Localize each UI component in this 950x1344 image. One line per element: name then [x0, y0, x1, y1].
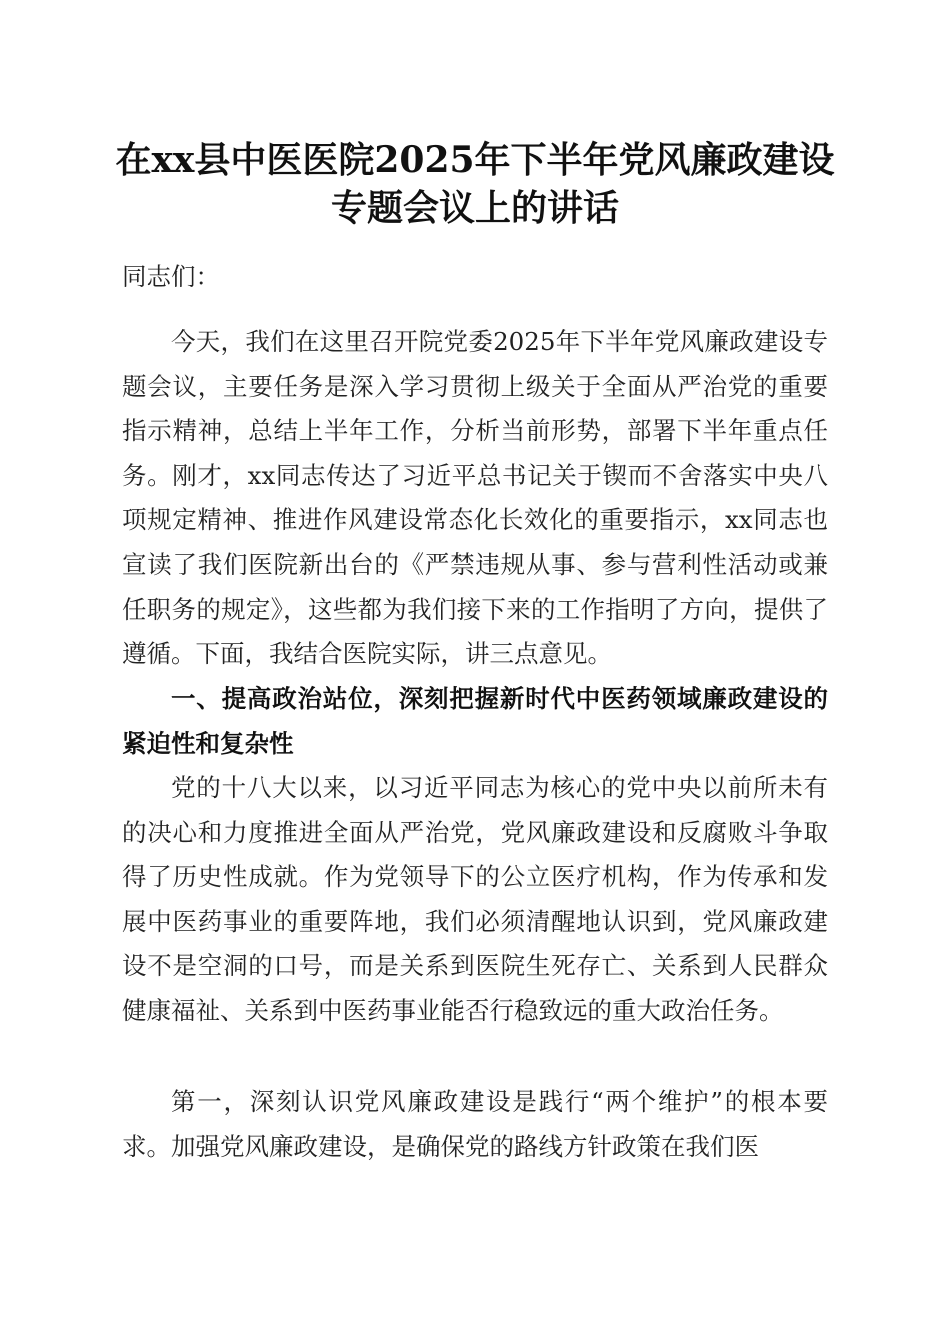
document-title-line-2: 专题会议上的讲话 — [330, 187, 619, 229]
paragraph-section-1: 党的十八大以来，以习近平同志为核心的党中央以前所未有的决心和力度推进全面从严治党，党风廉政建设和反腐败斗争取得了历史性成就。作为党领导下的公立医疗机构，作为传承和发展中医药事业的重要阵地，我们必须清醒地认识到，党风廉政建设不是空洞的口号，而是关系到医院生死存亡、关系到人民群众健康福祉、关系到中医药事业能否行稳致远的重大政治任务。 — [122, 773, 828, 1025]
section-heading-1: 一、提高政治站位，深刻把握新时代中医药领域廉政建设的紧迫性和复杂性 — [122, 684, 828, 758]
greeting: 同志们： — [122, 262, 220, 291]
paragraph-first-point: 第一，深刻认识党风廉政建设是践行“两个维护”的根本要求。加强党风廉政建设，是确保党的路线方针政策在我们医 — [122, 1087, 828, 1161]
paragraph-intro: 今天，我们在这里召开院党委2025年下半年党风廉政建设专题会议，主要任务是深入学习贯彻上级关于全面从严治党的重要指示精神，总结上半年工作，分析当前形势，部署下半年重点任务。刚才，xx同志传达了习近平总书记关于锲而不舍落实中央八项规定精神、推进作风建设常态化长效化的重要指示，xx同志也宣读了我们医院新出台的《严禁违规从事、参与营利性活动或兼任职务的规定》，这些都为我们接下来的工作指明了方向，提供了遵循。下面，我结合医院实际，讲三点意见。 — [122, 327, 828, 669]
document-title-line-1: 在xx县中医医院2025年下半年党风廉政建设 — [115, 139, 835, 181]
